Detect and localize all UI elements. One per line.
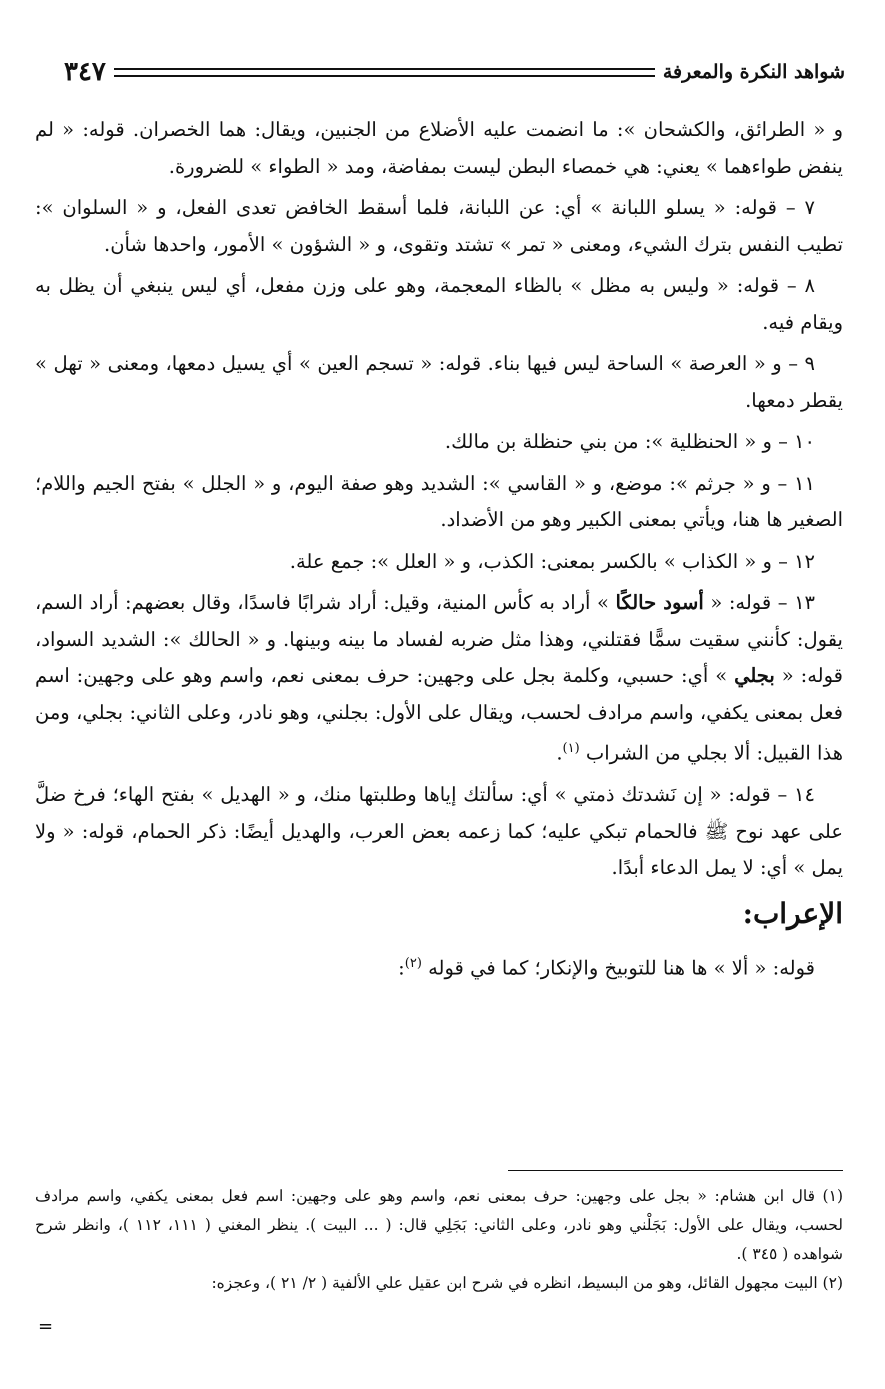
continuation-mark: = [38,1316,54,1337]
paragraph-11: ١١ – و « جرثم »: موضع، و « القاسي »: الشديد وهو صفة اليوم، و « الجلل » بفتح الجيم واللام؛ الصغير ها هنا، ويأتي بمعنى الكبير وهو من الأضداد. [35,471,843,531]
p13-suffix: . [556,741,563,765]
footnote-ref-1[interactable]: (١) [562,741,580,756]
header-rule [114,68,655,77]
p13-prefix: ١٣ – قوله: « [703,591,816,614]
p13-mid1: » أراد به كأس المنية، وقيل: أراد شرابًا فاسدًا، وقال بعضهم: أراد السم، يقول: كأنني سقيت سمًّا فقتلني، وهذا مثل ضربه لفساد ما بينه وبينها. و « الحالك »: الشديد السواد، قوله: « [35,591,843,687]
footnotes [35,1182,843,1298]
paragraph-10: ١٠ – و « الحنظلية »: من بني حنظلة بن مالك. [444,430,815,453]
paragraph-9: ٩ – و « العرصة » الساحة ليس فيها بناء. قوله: « تسجم العين » أي يسيل دمعها، ومعنى « تهل » يقطر دمعها. [35,352,843,412]
p13-bold-bajali: بجلي [734,664,775,687]
paragraph-14: ١٤ – قوله: « إن نَشدتك ذمتي » أي: سألتك إياها وطلبتها منك، و « الهديل » بفتح الهاء؛ فرخ ضلَّ على عهد نوح ﷺ فالحمام تبكي عليه؛ كما زعمه بعض العرب، والهديل أيضًا: ذكر الحمام، قوله: « ولا يمل » أي: لا يمل الدعاء أبدًا. [35,783,843,879]
running-title: شواهد النكرة والمعرفة [662,61,845,83]
irab-suffix: : [398,956,405,979]
footnote-separator [508,1170,843,1171]
page-number: ٣٤٧ [64,57,106,87]
paragraph-13 [35,585,843,772]
footnote-1: (١) قال ابن هشام: « بجل على وجهين: حرف بمعنى نعم، واسم وهو على وجهين: اسم فعل بمعنى يكفي، واسم مرادف لحسب، ويقال على الأول: بَجَلْني وهو نادر، وعلى الثاني: بَجَلِي قال: ( ... البيت ). ينظر المغني ( ١١١، ١١٢ )، وانظر شرح شواهده ( ٣٤٥ ). [35,1187,843,1263]
footnote-2: (٢) البيت مجهول القائل، وهو من البسيط، انظره في شرح ابن عقيل علي الألفية ( ٢/ ٢١ )، وعجزه: [211,1274,843,1292]
footnote-ref-2[interactable]: (٢) [404,955,422,971]
section-heading-irab: الإعراب: [742,896,843,930]
paragraph-8: ٨ – قوله: « وليس به مظل » بالظاء المعجمة، وهو على وزن مفعل، أي ليس ينبغي أن يظل به ويقام فيه. [35,274,843,334]
main-text [35,112,843,992]
paragraph-12: ١٢ – و « الكذاب » بالكسر بمعنى: الكذب، و « العلل »: جمع علة. [289,549,815,573]
p13-mid2: » أي: حسبي، وكلمة بجل على وجهين: حرف بمعنى نعم، واسم وهو على وجهين: اسم فعل بمعنى يكفي، واسم مرادف لحسب، ويقال على الأول: بجلني، وهو نادر، وعلى الثاني: بجلي، ومن هذا القبيل: ألا بجلي من الشراب [35,664,843,765]
paragraph-tarai-q: و « الطرائق، والكشحان »: ما انضمت عليه الأضلاع من الجنبين، ويقال: هما الخصران. قوله: « لم ينفض طواءهما » يعني: هي خمصاء البطن ليست بمفاضة، ومد « الطواء » للضرورة. [35,118,843,178]
p13-bold-aswad: أسود حالكًا [615,591,704,614]
paragraph-irab [35,946,843,987]
running-header [64,52,845,92]
irab-text: قوله: « ألا » ها هنا للتوبيخ والإنكار؛ كما في قوله [421,956,815,979]
paragraph-7: ٧ – قوله: « يسلو اللبانة » أي: عن اللبانة، فلما أسقط الخافض تعدى الفعل، و « السلوان »: تطيب النفس بترك الشيء، ومعنى « تمر » تشتد وتقوى، و « الشؤون » الأمور، واحدها شأن. [35,196,843,256]
